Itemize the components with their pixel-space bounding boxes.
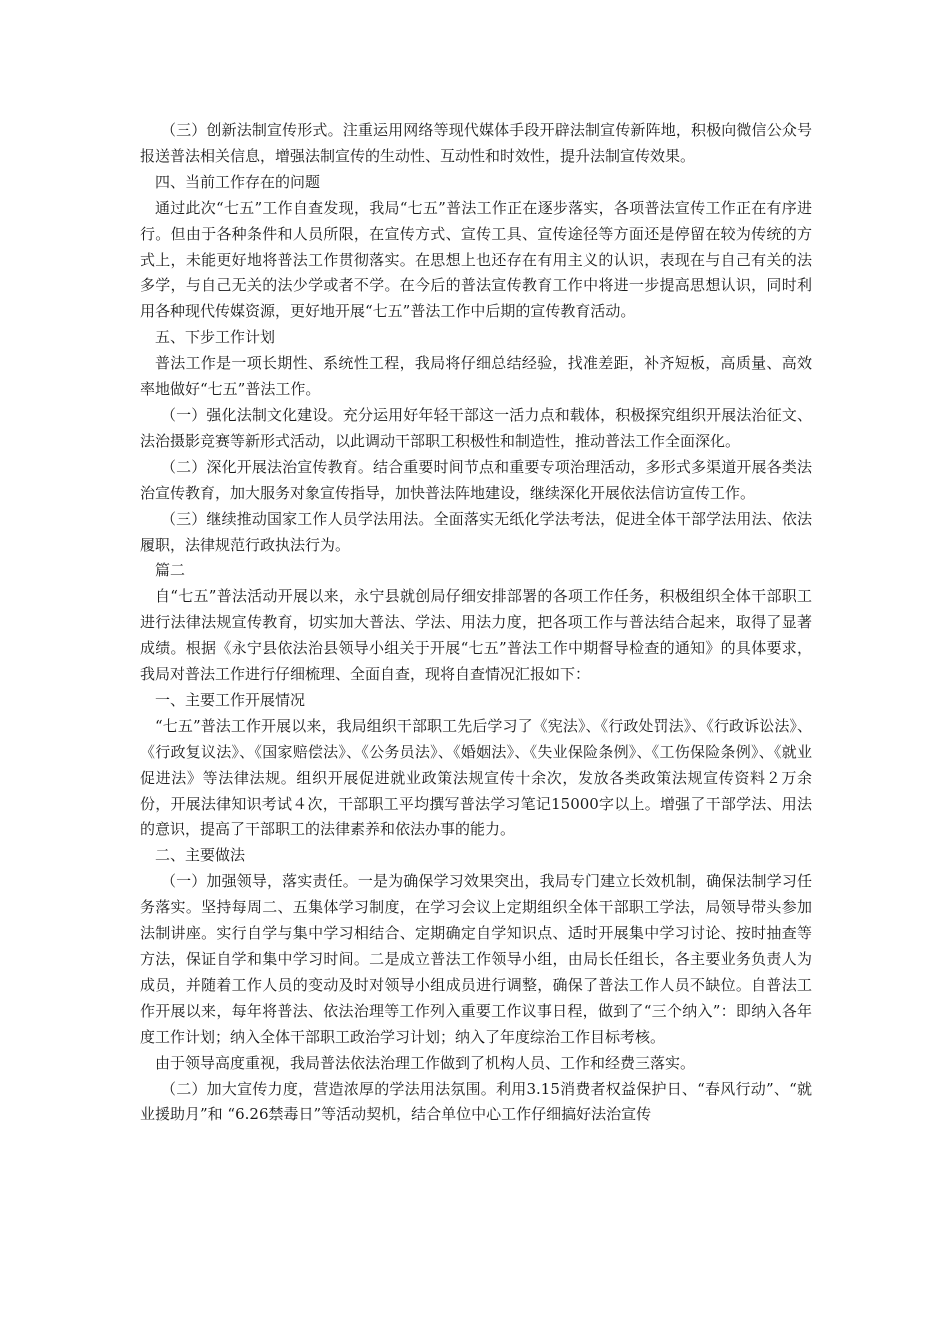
- paragraph: 自“七五”普法活动开展以来，永宁县就创局仔细安排部署的各项工作任务，积极组织全体干部职工进行法律法规宣传教育，切实加大普法、学法、用法力度，把各项工作与普法结合起来，取得了显著成绩。根据《永宁县依法治县领导小组关于开展“七五”普法工作中期督导检查的通知》的具体要求，我局对普法工作进行仔细梳理、全面自查，现将自查情况汇报如下：: [140, 587, 812, 684]
- section-heading: 五、下步工作计划: [155, 328, 276, 347]
- paragraph: （二）深化开展法治宣传教育。结合重要时间节点和重要专项治理活动，多形式多渠道开展各类法治宣传教育，加大服务对象宣传指导，加快普法阵地建设，继续深化开展依法信访宣传工作。: [140, 457, 812, 502]
- paragraph: 普法工作是一项长期性、系统性工程，我局将仔细总结经验，找准差距，补齐短板，高质量、高效率地做好“七五”普法工作。: [140, 354, 812, 399]
- section-heading: 一、主要工作开展情况: [155, 690, 306, 709]
- section-heading: 四、当前工作存在的问题: [155, 172, 321, 191]
- document-body: [140, 118, 812, 1128]
- paragraph: （一）加强领导，落实责任。一是为确保学习效果突出，我局专门建立长效机制，确保法制学习任务落实。坚持每周二、五集体学习制度，在学习会议上定期组织全体干部职工学法，局领导带头参加法制讲座。实行自学与集中学习相结合、定期确定自学知识点、适时开展集中学习讨论、按时抽查等方法，保证自学和集中学习时间。二是成立普法工作领导小组，由局长任组长，各主要业务负责人为成员，并随着工作人员的变动及时对领导小组成员进行调整，确保了普法工作人员不缺位。自普法工作开展以来，每年将普法、依法治理等工作列入重要工作议事日程，做到了“三个纳入”：即纳入各年度工作计划；纳入全体干部职工政治学习计划；纳入了年度综治工作目标考核。: [140, 872, 812, 1046]
- paragraph: “七五”普法工作开展以来，我局组织干部职工先后学习了《宪法》、《行政处罚法》、《行政诉讼法》、《行政复议法》、《国家赔偿法》、《公务员法》、《婚姻法》、《失业保险条例》、《工伤保险条例》、《就业促进法》等法律法规。组织开展促进就业政策法规宣传十余次，发放各类政策法规宣传资料２万余份，开展法律知识考试４次，干部职工平均撰写普法学习笔记15000字以上。增强了干部学法、用法的意识，提高了干部职工的法律素养和依法办事的能力。: [140, 716, 812, 839]
- paragraph: （二）加大宣传力度，营造浓厚的学法用法氛围。利用3.15消费者权益保护日、“春风行动”、“就业援助月”和 “6.26禁毒日”等活动契机，结合单位中心工作仔细搞好法治宣传: [140, 1079, 812, 1124]
- paragraph: （三）创新法制宣传形式。注重运用网络等现代媒体手段开辟法制宣传新阵地，积极向微信公众号报送普法相关信息，增强法制宣传的生动性、互动性和时效性，提升法制宣传效果。: [140, 121, 812, 165]
- paragraph: （一）强化法制文化建设。充分运用好年轻干部这一活力点和载体，积极探究组织开展法治征文、法治摄影竞赛等新形式活动，以此调动干部职工积极性和制造性，推动普法工作全面深化。: [140, 405, 812, 450]
- paragraph: （三）继续推动国家工作人员学法用法。全面落实无纸化学法考法，促进全体干部学法用法、依法履职，法律规范行政执法行为。: [140, 509, 812, 554]
- section-heading: 篇二: [155, 561, 186, 580]
- paragraph: 通过此次“七五”工作自查发现，我局“七五”普法工作正在逐步落实，各项普法宣传工作正在有序进行。但由于各种条件和人员所限，在宣传方式、宣传工具、宣传途径等方面还是停留在较为传统的方式上，未能更好地将普法工作贯彻落实。在思想上也还存在有用主义的认识，表现在与自己有关的法多学，与自己无关的法少学或者不学。在今后的普法宣传教育工作中将进一步提高思想认识，同时利用各种现代传媒资源，更好地开展“七五”普法工作中后期的宣传教育活动。: [140, 198, 812, 321]
- paragraph: 由于领导高度重视，我局普法依法治理工作做到了机构人员、工作和经费三落实。: [155, 1053, 696, 1072]
- section-heading: 二、主要做法: [155, 846, 246, 865]
